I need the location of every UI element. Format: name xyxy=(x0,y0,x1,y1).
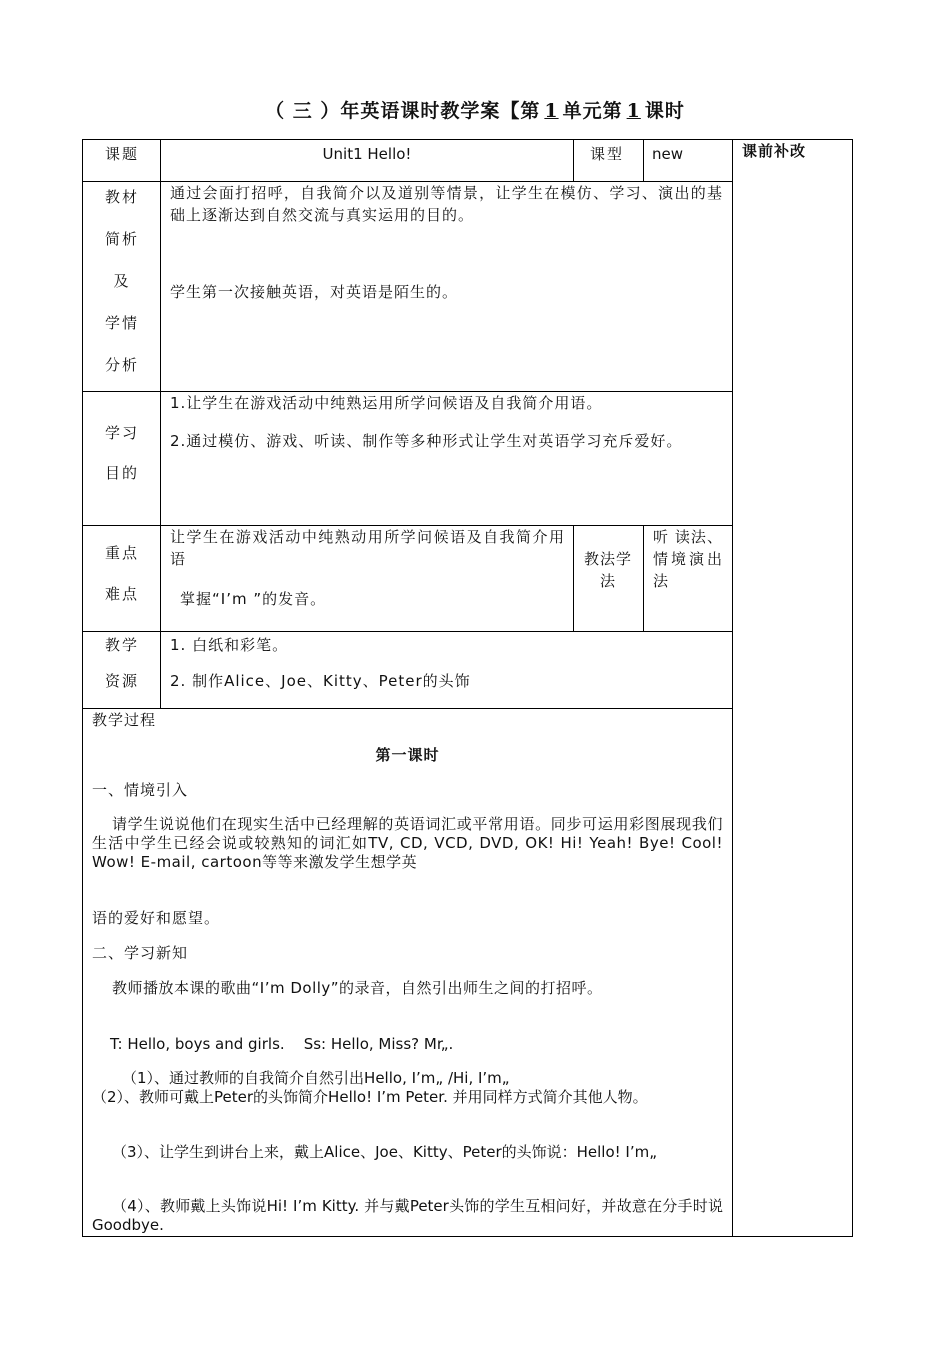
step-4: （4）、教师戴上头饰说Hi! I’m Kitty. 并与戴Peter头饰的学生互相问好，并故意在分手时说Goodbye. xyxy=(92,1197,723,1234)
greeting-dialog: T: Hello, boys and girls. Ss: Hello, Miss? Mr„. xyxy=(110,1035,454,1053)
type-label: 课型 xyxy=(590,145,625,163)
type-value: new xyxy=(652,145,684,163)
unit-number: 1 xyxy=(544,100,559,122)
keypoints-text: 让学生在游戏活动中纯熟动用所学问候语及自我简介用语 xyxy=(170,528,565,568)
analysis-text: 通过会面打招呼，自我简介以及道别等情景，让学生在模仿、学习、演出的基础上逐渐达到自然交流与真实运用的目的。 xyxy=(170,184,723,224)
side-column-label: 课前补改 xyxy=(742,142,807,160)
page-title: （ 三 ）年英语课时教学案【第 1 单元第 1 课时 xyxy=(265,100,685,122)
resource-2: 2. 制作Alice、Joe、Kitty、Peter的头饰 xyxy=(170,672,471,690)
section-intro: 一、情境引入 xyxy=(92,781,189,799)
step-2: （2）、教师可戴上Peter的头饰简介Hello! I’m Peter. 并用同样方式简介其他人物。 xyxy=(92,1088,648,1106)
method-value: 听 读法、情境演出法 xyxy=(653,528,723,590)
topic-value: Unit1 Hello! xyxy=(322,145,412,163)
song-paragraph: 教师播放本课的歌曲“I’m Dolly”的录音，自然引出师生之间的打招呼。 xyxy=(112,979,603,997)
lesson-number: 1 xyxy=(626,100,641,122)
method-label: 教法学法 xyxy=(583,550,632,590)
process-heading: 教学过程 xyxy=(92,711,157,729)
step-3: （3）、让学生到讲台上来，戴上Alice、Joe、Kitty、Peter的头饰说：Hello! I’m„ xyxy=(112,1143,657,1161)
pronunciation-point: 掌握“I’m ”的发音。 xyxy=(180,590,327,608)
intro-paragraph: 请学生说说他们在现实生活中已经理解的英语词汇或平常用语。同步可运用彩图展现我们生活中学生已经会说或较熟知的词汇如TV, CD, VCD, DVD, OK! Hi! Yeah! Bye! Cool! Wow! E-mail, cartoon等等来激发学生想学英 xyxy=(92,815,723,871)
step-1: （1）、通过教师的自我简介自然引出Hello, I’m„ /Hi, I’m„ xyxy=(122,1069,510,1087)
goal-1: 1.让学生在游戏活动中纯熟运用所学问候语及自我简介用语。 xyxy=(170,394,603,412)
student-analysis-text: 学生第一次接触英语，对英语是陌生的。 xyxy=(170,283,459,301)
section-new-knowledge: 二、学习新知 xyxy=(92,944,189,962)
topic-label: 课题 xyxy=(104,145,139,163)
goal-2: 2.通过模仿、游戏、听读、制作等多种形式让学生对英语学习充斥爱好。 xyxy=(170,432,683,450)
intro-paragraph-end: 语的爱好和愿望。 xyxy=(92,909,221,927)
resource-1: 1. 白纸和彩笔。 xyxy=(170,636,289,654)
lesson-title: 第一课时 xyxy=(375,746,440,764)
